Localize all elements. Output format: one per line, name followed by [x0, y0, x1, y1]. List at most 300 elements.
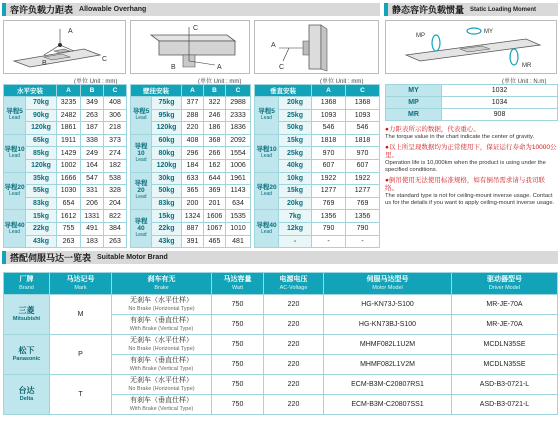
- lead-en: Lead: [260, 228, 273, 235]
- lead-zh: 导程5: [258, 108, 275, 116]
- voltage-cell: 220: [264, 315, 324, 335]
- moment-diagram: [386, 21, 556, 73]
- value-cell: 491: [81, 222, 104, 235]
- value-cell: 368: [204, 134, 226, 147]
- value-cell: 1067: [204, 222, 226, 235]
- value-cell: 654: [57, 197, 81, 210]
- load-cell: 120kg: [152, 159, 182, 172]
- voltage-cell: 220: [264, 375, 324, 395]
- table-row: [4, 134, 127, 147]
- lead-en: Lead: [8, 115, 21, 122]
- watt-cell: 750: [212, 295, 264, 315]
- overhang-title-zh: 容许负载力距表: [10, 5, 74, 15]
- mark-cell: T: [50, 375, 112, 415]
- static-moment-table: [385, 84, 558, 121]
- header-en: Watt: [231, 284, 244, 291]
- value-cell: 755: [57, 222, 81, 235]
- header-zh: 伺服马达型号: [366, 275, 409, 283]
- unit-label-nm: (单位 Unit : N.m): [502, 79, 547, 85]
- value-cell: 1356: [312, 210, 346, 223]
- header-accent: [2, 3, 6, 16]
- brand-cell: [4, 335, 50, 375]
- value-cell: 1606: [204, 210, 226, 223]
- load-cell: 15kg: [26, 210, 57, 223]
- moment-value: 908: [442, 109, 558, 121]
- brake-en: With Brake (Vertical Type): [129, 325, 194, 332]
- table-row: [4, 375, 558, 395]
- header-zh: 刹车有无: [147, 275, 176, 283]
- brake-zh: 有刹车（垂直仕样）: [130, 356, 193, 364]
- note-zh: ●力距表所示的数据，代表重心。: [385, 126, 480, 133]
- wall-mount-figure: [130, 20, 250, 74]
- motor-model-cell: MHMF082L1U2M: [324, 335, 452, 355]
- brake-en: No Brake (Horizontal Type): [128, 385, 195, 392]
- table-row: [4, 97, 127, 110]
- overhang-title-en: Allowable Overhang: [79, 6, 147, 13]
- brake-en: With Brake (Vertical Type): [129, 405, 194, 412]
- label-a: A: [271, 42, 276, 49]
- value-cell: 2333: [226, 109, 251, 122]
- lead-zh: 导程5: [6, 108, 23, 116]
- value-cell: 1818: [312, 134, 346, 147]
- header-zh: 马达记号: [66, 275, 95, 283]
- brand-zh: 台达: [18, 385, 35, 395]
- lead-cell: [255, 172, 279, 210]
- value-cell: 607: [312, 159, 346, 172]
- load-cell: 15kg: [279, 134, 312, 147]
- brake-en: No Brake (Horizontal Type): [128, 345, 195, 352]
- col-header: A: [182, 85, 204, 97]
- value-cell: -: [346, 235, 380, 248]
- value-cell: 408: [104, 97, 127, 110]
- value-cell: 970: [346, 147, 380, 160]
- load-cell: 10kg: [279, 172, 312, 185]
- watt-cell: 750: [212, 335, 264, 355]
- load-cell: 20kg: [279, 97, 312, 110]
- value-cell: 3235: [57, 97, 81, 110]
- load-cell: 55kg: [26, 185, 57, 198]
- motor-title-en: Suitable Motor Brand: [97, 254, 168, 261]
- note-zh: ●倒吊使用无法使用标准规格，如有倒吊需求请与我司联络。: [385, 177, 545, 192]
- value-cell: 384: [104, 222, 127, 235]
- brake-cell: [112, 375, 212, 395]
- static-title-zh: 静态容许负载惯量: [392, 5, 465, 15]
- lead-cell: [255, 210, 279, 248]
- header-accent: [2, 251, 6, 264]
- driver-model-cell: ASD-B3-0721-L: [452, 395, 558, 415]
- lead-en: Lead: [8, 190, 21, 197]
- lead-cell: [4, 134, 26, 172]
- value-cell: 2482: [57, 109, 81, 122]
- value-cell: 1143: [226, 185, 251, 198]
- value-cell: 1030: [57, 185, 81, 198]
- mount-type-header: 壁挂安装: [131, 85, 182, 97]
- motor-col-header: [112, 273, 212, 295]
- lead-zh: 导程10: [134, 142, 148, 157]
- lead-cell: [255, 97, 279, 135]
- lead-cell: [131, 172, 152, 210]
- value-cell: 1093: [346, 109, 380, 122]
- header-en: Brake: [154, 284, 169, 291]
- motor-col-header: [212, 273, 264, 295]
- horizontal-mount-diagram: [4, 21, 125, 73]
- table-row: [255, 97, 380, 110]
- value-cell: 1429: [57, 147, 81, 160]
- load-cell: 25kg: [279, 147, 312, 160]
- motor-col-header: [452, 273, 558, 295]
- brake-cell: [112, 295, 212, 315]
- value-cell: 263: [57, 235, 81, 248]
- col-header: B: [81, 85, 104, 97]
- load-cell: 43kg: [26, 235, 57, 248]
- load-cell: 60kg: [152, 134, 182, 147]
- value-cell: 183: [81, 235, 104, 248]
- load-cell: 65kg: [26, 134, 57, 147]
- lead-cell: [4, 210, 26, 248]
- lead-en: Lead: [135, 194, 147, 201]
- value-cell: 1535: [226, 210, 251, 223]
- value-cell: 218: [104, 122, 127, 135]
- driver-model-cell: MR-JE-70A: [452, 315, 558, 335]
- load-cell: 20kg: [279, 197, 312, 210]
- motor-col-header: [324, 273, 452, 295]
- value-cell: 328: [104, 185, 127, 198]
- watt-cell: 750: [212, 375, 264, 395]
- header-zh: 马达容量: [223, 275, 252, 283]
- motor-model-cell: ECM-B3M-C20807SS1: [324, 395, 452, 415]
- value-cell: 887: [182, 222, 204, 235]
- load-cell: 83kg: [26, 197, 57, 210]
- motor-col-header: [264, 273, 324, 295]
- moment-value: 1032: [442, 85, 558, 97]
- note-zh: ●以上所呈现数据均为正常使用下，保证运行寿命为10000公里。: [385, 144, 557, 159]
- motor-col-header: [4, 273, 50, 295]
- value-cell: 182: [104, 159, 127, 172]
- load-cell: 95kg: [152, 109, 182, 122]
- note-en: The standard type is not for ceiling-mount inverse usage. Contact us for the details if you want to apply ceiling-mount inverse usage.: [385, 193, 555, 206]
- lead-cell: [131, 134, 152, 172]
- value-cell: 365: [182, 185, 204, 198]
- label-b: B: [171, 64, 176, 71]
- value-cell: 391: [182, 235, 204, 248]
- lead-zh: 导程40: [4, 221, 25, 229]
- motor-title-zh: 搭配伺服马达一览表: [10, 253, 92, 263]
- header-en: Motor Model: [372, 284, 403, 291]
- col-header: C: [226, 85, 251, 97]
- load-cell: 83kg: [152, 197, 182, 210]
- vertical-overhang-table: [254, 84, 380, 248]
- table-row: [4, 172, 127, 185]
- lead-en: Lead: [135, 232, 147, 239]
- horizontal-overhang-table: [3, 84, 127, 248]
- value-cell: 1277: [346, 185, 380, 198]
- brake-zh: 有刹车（垂直仕样）: [130, 396, 193, 404]
- value-cell: 822: [104, 210, 127, 223]
- lead-zh: 导程10: [4, 146, 25, 154]
- table-row: [131, 134, 251, 147]
- value-cell: 1093: [312, 109, 346, 122]
- value-cell: 249: [81, 147, 104, 160]
- load-cell: 15kg: [152, 210, 182, 223]
- unit-label: (单位 Unit : mm): [198, 79, 242, 85]
- value-cell: 201: [204, 197, 226, 210]
- label-c: C: [102, 56, 108, 63]
- brand-cell: [4, 295, 50, 335]
- value-cell: 538: [104, 172, 127, 185]
- value-cell: 220: [182, 122, 204, 135]
- moment-label: MY: [386, 85, 442, 97]
- wall-mount-diagram: [131, 21, 249, 73]
- value-cell: 1922: [312, 172, 346, 185]
- mark-cell: P: [50, 335, 112, 375]
- label-b: B: [42, 60, 47, 67]
- unit-label: (单位 Unit : mm): [320, 79, 364, 85]
- brake-zh: 无刹车（水平仕样）: [130, 336, 193, 344]
- note: [385, 177, 557, 207]
- notes: [385, 126, 557, 210]
- value-cell: 2988: [226, 97, 251, 110]
- voltage-cell: 220: [264, 355, 324, 375]
- driver-model-cell: MR-JE-70A: [452, 295, 558, 315]
- value-cell: 331: [81, 185, 104, 198]
- table-row: [4, 335, 558, 355]
- value-cell: 1911: [57, 134, 81, 147]
- motor-model-cell: MHMF082L1V2M: [324, 355, 452, 375]
- value-cell: 607: [346, 159, 380, 172]
- value-cell: 306: [104, 109, 127, 122]
- col-header: A: [57, 85, 81, 97]
- value-cell: 349: [81, 97, 104, 110]
- load-cell: 50kg: [279, 122, 312, 135]
- header-zh: 驱动器型号: [487, 275, 522, 283]
- vertical-mount-figure: [254, 20, 379, 74]
- value-cell: 1010: [226, 222, 251, 235]
- load-cell: 80kg: [152, 147, 182, 160]
- col-header: B: [204, 85, 226, 97]
- value-cell: 970: [312, 147, 346, 160]
- header-en: Mark: [74, 284, 87, 291]
- load-cell: 22kg: [26, 222, 57, 235]
- load-cell: 90kg: [26, 109, 57, 122]
- load-cell: 70kg: [26, 97, 57, 110]
- value-cell: 1006: [226, 159, 251, 172]
- header-en: Driver Model: [488, 284, 521, 291]
- value-cell: 204: [104, 197, 127, 210]
- table-row: [131, 97, 251, 110]
- value-cell: 1961: [226, 172, 251, 185]
- watt-cell: 750: [212, 395, 264, 415]
- lead-en: Lead: [135, 156, 147, 163]
- brand-en: Mitsubishi: [12, 315, 41, 322]
- value-cell: 206: [81, 197, 104, 210]
- brand-zh: 三菱: [18, 305, 35, 315]
- value-cell: 1368: [312, 97, 346, 110]
- value-cell: 1612: [57, 210, 81, 223]
- lead-en: Lead: [135, 115, 147, 122]
- static-header: [384, 3, 558, 16]
- lead-zh: 导程5: [132, 108, 150, 116]
- value-cell: 769: [312, 197, 346, 210]
- moment-label: MR: [386, 109, 442, 121]
- value-cell: 1836: [226, 122, 251, 135]
- motor-model-cell: HG-KN73J-S100: [324, 295, 452, 315]
- label-c: C: [193, 25, 199, 32]
- value-cell: 1368: [346, 97, 380, 110]
- load-cell: 35kg: [26, 172, 57, 185]
- lead-zh: 导程20: [134, 180, 148, 195]
- table-row: [4, 210, 127, 223]
- label-a: A: [68, 28, 73, 35]
- load-cell: -: [279, 235, 312, 248]
- brand-zh: 松下: [18, 345, 35, 355]
- lead-zh: 导程20: [4, 183, 25, 191]
- brand-en: Delta: [19, 395, 34, 402]
- lead-cell: [4, 97, 26, 135]
- brake-zh: 无刹车（水平仕样）: [130, 376, 193, 384]
- label-c: C: [279, 64, 285, 71]
- watt-cell: 750: [212, 355, 264, 375]
- header-en: AC-Voltage: [279, 284, 308, 291]
- value-cell: 1554: [226, 147, 251, 160]
- horizontal-mount-figure: [3, 20, 126, 74]
- value-cell: 274: [104, 147, 127, 160]
- value-cell: 547: [81, 172, 104, 185]
- value-cell: 644: [204, 172, 226, 185]
- value-cell: 338: [81, 134, 104, 147]
- motor-col-header: [50, 273, 112, 295]
- brake-cell: [112, 315, 212, 335]
- lead-en: Lead: [260, 153, 273, 160]
- value-cell: 186: [204, 122, 226, 135]
- col-header: C: [346, 85, 380, 97]
- value-cell: 377: [182, 97, 204, 110]
- lead-en: Lead: [8, 228, 21, 235]
- unit-label: (单位 Unit : mm): [74, 79, 118, 85]
- load-cell: 22kg: [152, 222, 182, 235]
- wall-overhang-table: [130, 84, 251, 248]
- lead-cell: [255, 134, 279, 172]
- load-cell: 12kg: [279, 222, 312, 235]
- overhang-header: [2, 3, 380, 16]
- lead-zh: 导程20: [256, 183, 277, 191]
- motor-table: [3, 272, 558, 415]
- table-row: [255, 134, 380, 147]
- brake-zh: 有刹车（垂直仕样）: [130, 316, 193, 324]
- value-cell: 790: [346, 222, 380, 235]
- brake-cell: [112, 355, 212, 375]
- vertical-mount-diagram: [255, 21, 378, 73]
- driver-model-cell: MCDLN35SE: [452, 355, 558, 375]
- note: [385, 144, 557, 174]
- value-cell: -: [312, 235, 346, 248]
- moment-value: 1034: [442, 97, 558, 109]
- label-mp: MP: [416, 33, 425, 39]
- mount-type-header: 水平安装: [4, 85, 57, 97]
- load-cell: 15kg: [279, 185, 312, 198]
- table-row: [4, 295, 558, 315]
- voltage-cell: 220: [264, 395, 324, 415]
- load-cell: 7kg: [279, 210, 312, 223]
- driver-model-cell: MCDLN35SE: [452, 335, 558, 355]
- motor-header: [2, 251, 558, 264]
- brake-cell: [112, 335, 212, 355]
- value-cell: 296: [182, 147, 204, 160]
- watt-cell: 750: [212, 315, 264, 335]
- value-cell: 408: [182, 134, 204, 147]
- voltage-cell: 220: [264, 335, 324, 355]
- value-cell: 481: [226, 235, 251, 248]
- lead-en: Lead: [260, 115, 273, 122]
- value-cell: 322: [204, 97, 226, 110]
- brand-cell: [4, 375, 50, 415]
- lead-cell: [131, 210, 152, 248]
- lead-en: Lead: [8, 153, 21, 160]
- header-accent: [384, 3, 388, 16]
- table-row: [255, 172, 380, 185]
- load-cell: 120kg: [26, 159, 57, 172]
- load-cell: 75kg: [152, 97, 182, 110]
- load-cell: 120kg: [26, 122, 57, 135]
- load-cell: 50kg: [152, 185, 182, 198]
- value-cell: 790: [312, 222, 346, 235]
- moment-figure: [385, 20, 557, 74]
- value-cell: 373: [104, 134, 127, 147]
- value-cell: 369: [204, 185, 226, 198]
- brake-en: With Brake (Vertical Type): [129, 365, 194, 372]
- value-cell: 187: [81, 122, 104, 135]
- value-cell: 1356: [346, 210, 380, 223]
- driver-model-cell: ASD-B3-0721-L: [452, 375, 558, 395]
- value-cell: 288: [182, 109, 204, 122]
- value-cell: 164: [81, 159, 104, 172]
- value-cell: 1818: [346, 134, 380, 147]
- header-zh: 厂牌: [19, 275, 34, 283]
- lead-zh: 导程40: [256, 221, 277, 229]
- value-cell: 162: [204, 159, 226, 172]
- static-title-en: Static Loading Moment: [470, 6, 537, 13]
- value-cell: 184: [182, 159, 204, 172]
- value-cell: 246: [204, 109, 226, 122]
- lead-zh: 导程10: [256, 146, 277, 154]
- header-en: Brand: [19, 284, 34, 291]
- motor-model-cell: ECM-B3M-C20807RS1: [324, 375, 452, 395]
- lead-cell: [4, 172, 26, 210]
- brake-en: No Brake (Horizontal Type): [128, 305, 195, 312]
- lead-cell: [131, 97, 152, 135]
- value-cell: 263: [104, 235, 127, 248]
- moment-label: MP: [386, 97, 442, 109]
- value-cell: 769: [346, 197, 380, 210]
- value-cell: 1331: [81, 210, 104, 223]
- value-cell: 266: [204, 147, 226, 160]
- brand-en: Panasonic: [12, 355, 41, 362]
- value-cell: 1666: [57, 172, 81, 185]
- note-en: Operation life is 10,000km when the product is using under the specified conditions.: [385, 160, 546, 173]
- label-a: A: [217, 64, 222, 71]
- col-header: C: [104, 85, 127, 97]
- value-cell: 2092: [226, 134, 251, 147]
- header-zh: 电源电压: [279, 275, 308, 283]
- voltage-cell: 220: [264, 295, 324, 315]
- mark-cell: M: [50, 295, 112, 335]
- lead-zh: 导程40: [134, 218, 148, 233]
- value-cell: 546: [312, 122, 346, 135]
- note: [385, 126, 557, 141]
- brake-cell: [112, 395, 212, 415]
- lead-en: Lead: [260, 190, 273, 197]
- value-cell: 634: [226, 197, 251, 210]
- brake-zh: 无刹车（水平仕样）: [130, 296, 193, 304]
